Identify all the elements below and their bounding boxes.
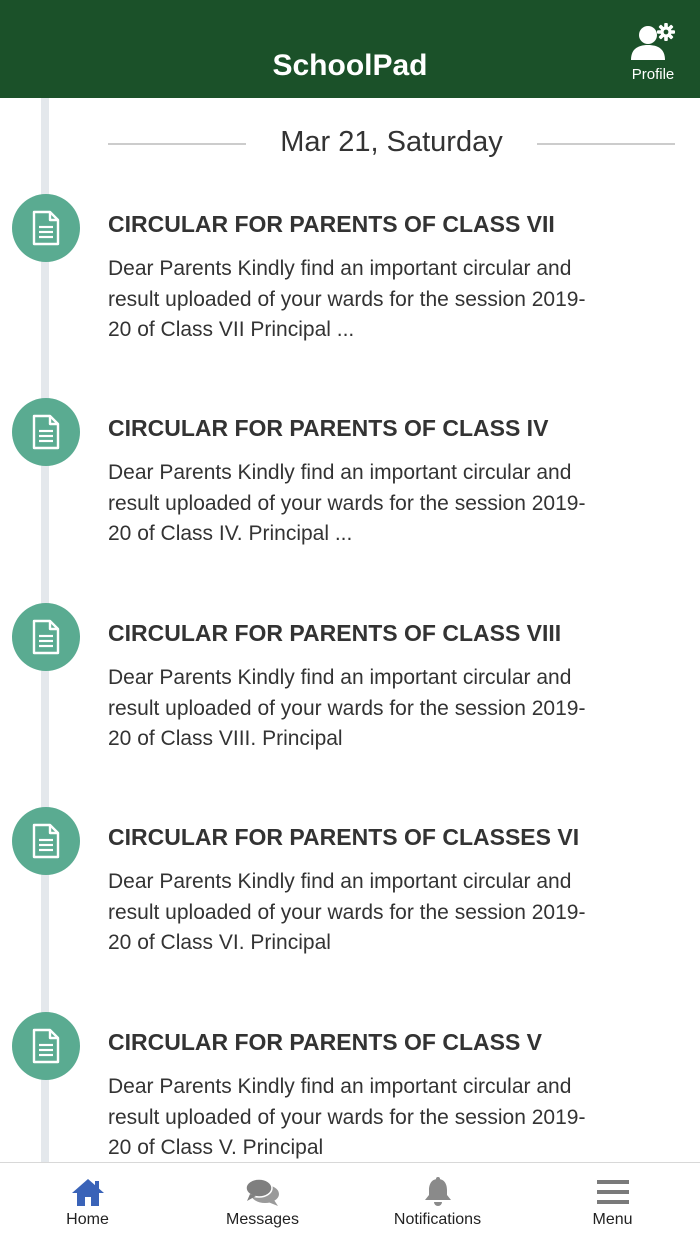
document-icon	[30, 414, 62, 450]
tab-home-label: Home	[66, 1211, 109, 1228]
document-icon-circle	[12, 807, 80, 875]
circular-title: CIRCULAR FOR PARENTS OF CLASS V	[108, 1029, 543, 1055]
app-title: SchoolPad	[272, 49, 428, 82]
chat-bubbles-icon	[244, 1177, 282, 1207]
app-header	[0, 0, 700, 98]
document-icon	[30, 1028, 62, 1064]
tab-messages[interactable]	[175, 1163, 350, 1244]
date-heading: Mar 21, Saturday	[280, 126, 503, 158]
circular-item[interactable]	[0, 1012, 700, 1162]
document-icon	[30, 823, 62, 859]
circular-title: CIRCULAR FOR PARENTS OF CLASS VII	[108, 211, 555, 237]
circular-excerpt: Dear Parents Kindly find an important circular and result uploaded of your wards for the session 2019- 20 of Class VI. Principal	[108, 870, 586, 954]
circular-excerpt: Dear Parents Kindly find an important circular and result uploaded of your wards for the session 2019- 20 of Class IV. Principal ...	[108, 461, 586, 545]
document-icon-circle	[12, 603, 80, 671]
circular-excerpt: Dear Parents Kindly find an important circular and result uploaded of your wards for the session 2019- 20 of Class VIII. Principal	[108, 666, 586, 750]
tab-home[interactable]	[0, 1163, 175, 1244]
document-icon-circle	[12, 398, 80, 466]
document-icon	[30, 210, 62, 246]
tab-menu-label: Menu	[592, 1211, 633, 1228]
tab-messages-label: Messages	[226, 1211, 299, 1228]
bell-icon	[421, 1177, 455, 1207]
circular-item[interactable]	[0, 398, 700, 588]
circular-title: CIRCULAR FOR PARENTS OF CLASS VIII	[108, 620, 562, 646]
circular-excerpt: Dear Parents Kindly find an important circular and result uploaded of your wards for the session 2019- 20 of Class VII Principal ...	[108, 257, 586, 341]
document-icon-circle	[12, 194, 80, 262]
tab-notifications-label: Notifications	[393, 1211, 482, 1228]
profile-button[interactable]	[616, 22, 690, 88]
circular-title: CIRCULAR FOR PARENTS OF CLASSES VI	[108, 824, 580, 850]
profile-label: Profile	[631, 66, 675, 83]
bottom-tab-bar	[0, 1162, 700, 1244]
circular-title: CIRCULAR FOR PARENTS OF CLASS IV	[108, 415, 549, 441]
user-settings-icon	[628, 22, 678, 62]
circular-item[interactable]	[0, 194, 700, 384]
date-rule-right	[537, 143, 675, 145]
tab-notifications[interactable]	[350, 1163, 525, 1244]
circular-item[interactable]	[0, 807, 700, 997]
circular-item[interactable]	[0, 603, 700, 793]
circular-excerpt: Dear Parents Kindly find an important circular and result uploaded of your wards for the session 2019- 20 of Class V. Principal	[108, 1075, 586, 1159]
date-separator	[108, 120, 675, 164]
document-icon	[30, 619, 62, 655]
document-icon-circle	[12, 1012, 80, 1080]
tab-menu[interactable]	[525, 1163, 700, 1244]
home-icon	[70, 1177, 106, 1207]
hamburger-menu-icon	[596, 1177, 630, 1207]
timeline-feed[interactable]	[0, 98, 700, 1162]
